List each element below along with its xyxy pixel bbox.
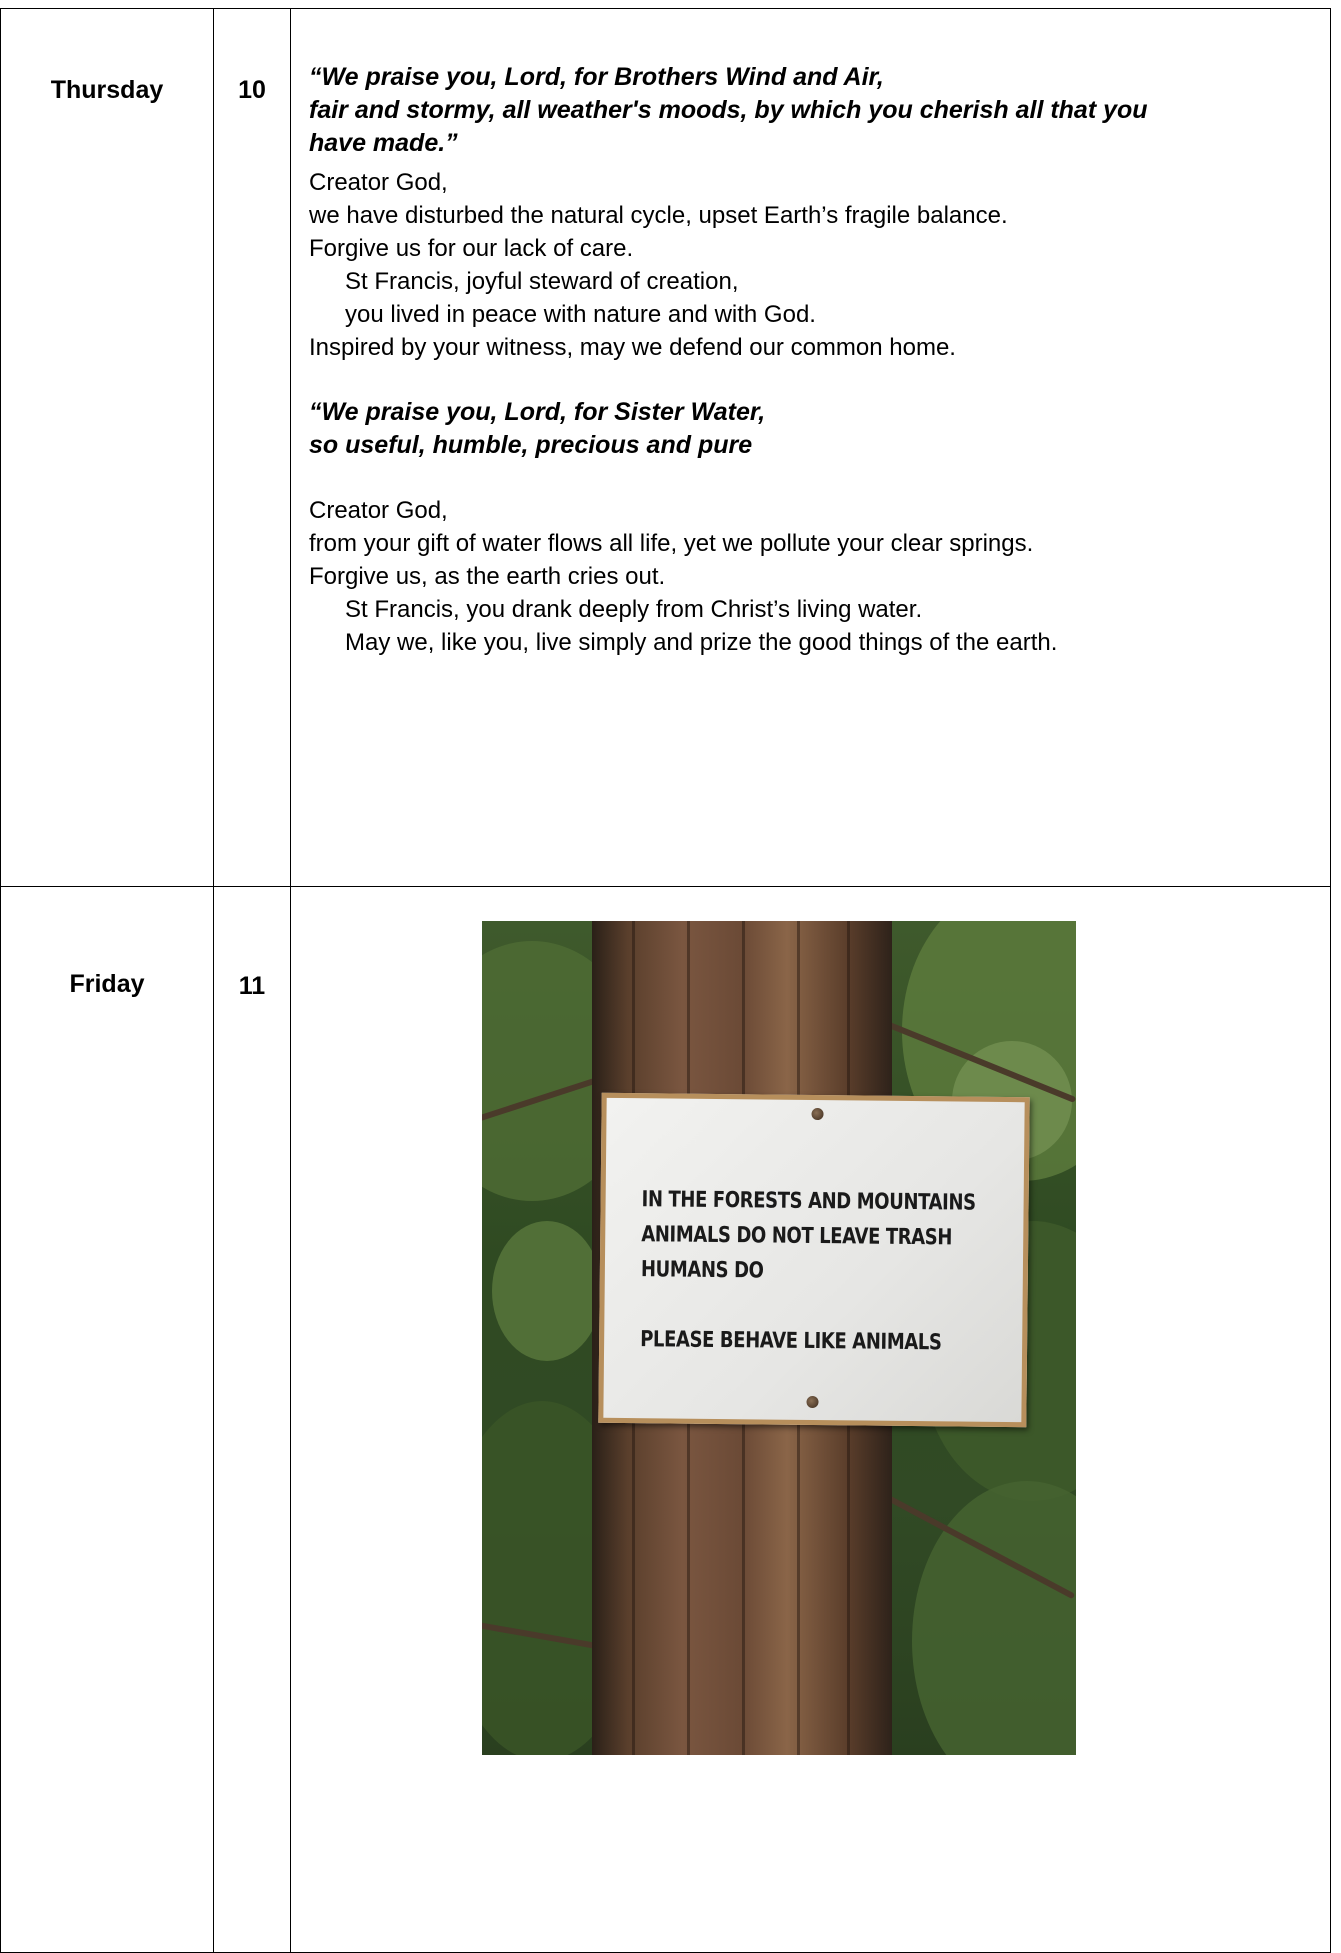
prayer-line-indented: May we, like you, live simply and prize the good things of the earth. — [345, 629, 1058, 656]
prayer-line: Forgive us for our lack of care. — [309, 235, 634, 262]
sign-text — [640, 1182, 976, 1360]
date-cell — [214, 9, 291, 887]
photo-cell — [291, 887, 1331, 1953]
prayer-line: Forgive us, as the earth cries out. — [309, 563, 666, 590]
table-row-friday — [1, 887, 1331, 1953]
quote-line: fair and stormy, all weather's moods, by which you cherish all that you — [309, 96, 1148, 124]
day-cell — [1, 9, 214, 887]
prayer-line: Creator God, — [309, 169, 448, 196]
sign-line: IN THE FORESTS AND MOUNTAINS — [641, 1187, 976, 1216]
prayer-calendar-table — [0, 8, 1331, 1953]
trash-sign — [598, 1093, 1029, 1427]
nail-icon — [806, 1396, 818, 1408]
table-row-thursday — [1, 9, 1331, 887]
day-cell — [1, 887, 214, 1953]
quote-line: “We praise you, Lord, for Sister Water, — [309, 398, 766, 426]
date-number: 11 — [238, 972, 266, 1000]
nail-icon — [811, 1108, 823, 1120]
sign-line: ANIMALS DO NOT LEAVE TRASH — [641, 1222, 953, 1251]
quote-line: so useful, humble, precious and pure — [309, 431, 753, 459]
prayer-line-indented: you lived in peace with nature and with God. — [345, 301, 816, 328]
day-label: Thursday — [50, 76, 164, 104]
date-number: 10 — [238, 76, 266, 104]
forest-sign-photo — [482, 921, 1076, 1755]
quote-line: “We praise you, Lord, for Brothers Wind and Air, — [309, 63, 884, 91]
prayer-wind-air — [309, 166, 1310, 364]
prayer-line: Creator God, — [309, 497, 448, 524]
prayer-line: we have disturbed the natural cycle, upset Earth’s fragile balance. — [309, 202, 1008, 229]
prayer-water — [309, 494, 1310, 659]
prayer-line: from your gift of water flows all life, yet we pollute your clear springs. — [309, 530, 1034, 557]
canticle-quote-wind-air — [309, 61, 1310, 160]
date-cell — [214, 887, 291, 1953]
day-label: Friday — [69, 970, 145, 998]
prayer-line-indented: St Francis, you drank deeply from Christ’s living water. — [345, 596, 923, 623]
content-cell — [291, 9, 1331, 887]
sign-line: PLEASE BEHAVE LIKE ANIMALS — [640, 1327, 942, 1356]
sign-line: HUMANS DO — [640, 1257, 764, 1284]
prayer-line-indented: St Francis, joyful steward of creation, — [345, 268, 739, 295]
quote-line: have made.” — [309, 129, 458, 157]
canticle-quote-water — [309, 396, 1310, 462]
prayer-line: Inspired by your witness, may we defend our common home. — [309, 334, 956, 361]
